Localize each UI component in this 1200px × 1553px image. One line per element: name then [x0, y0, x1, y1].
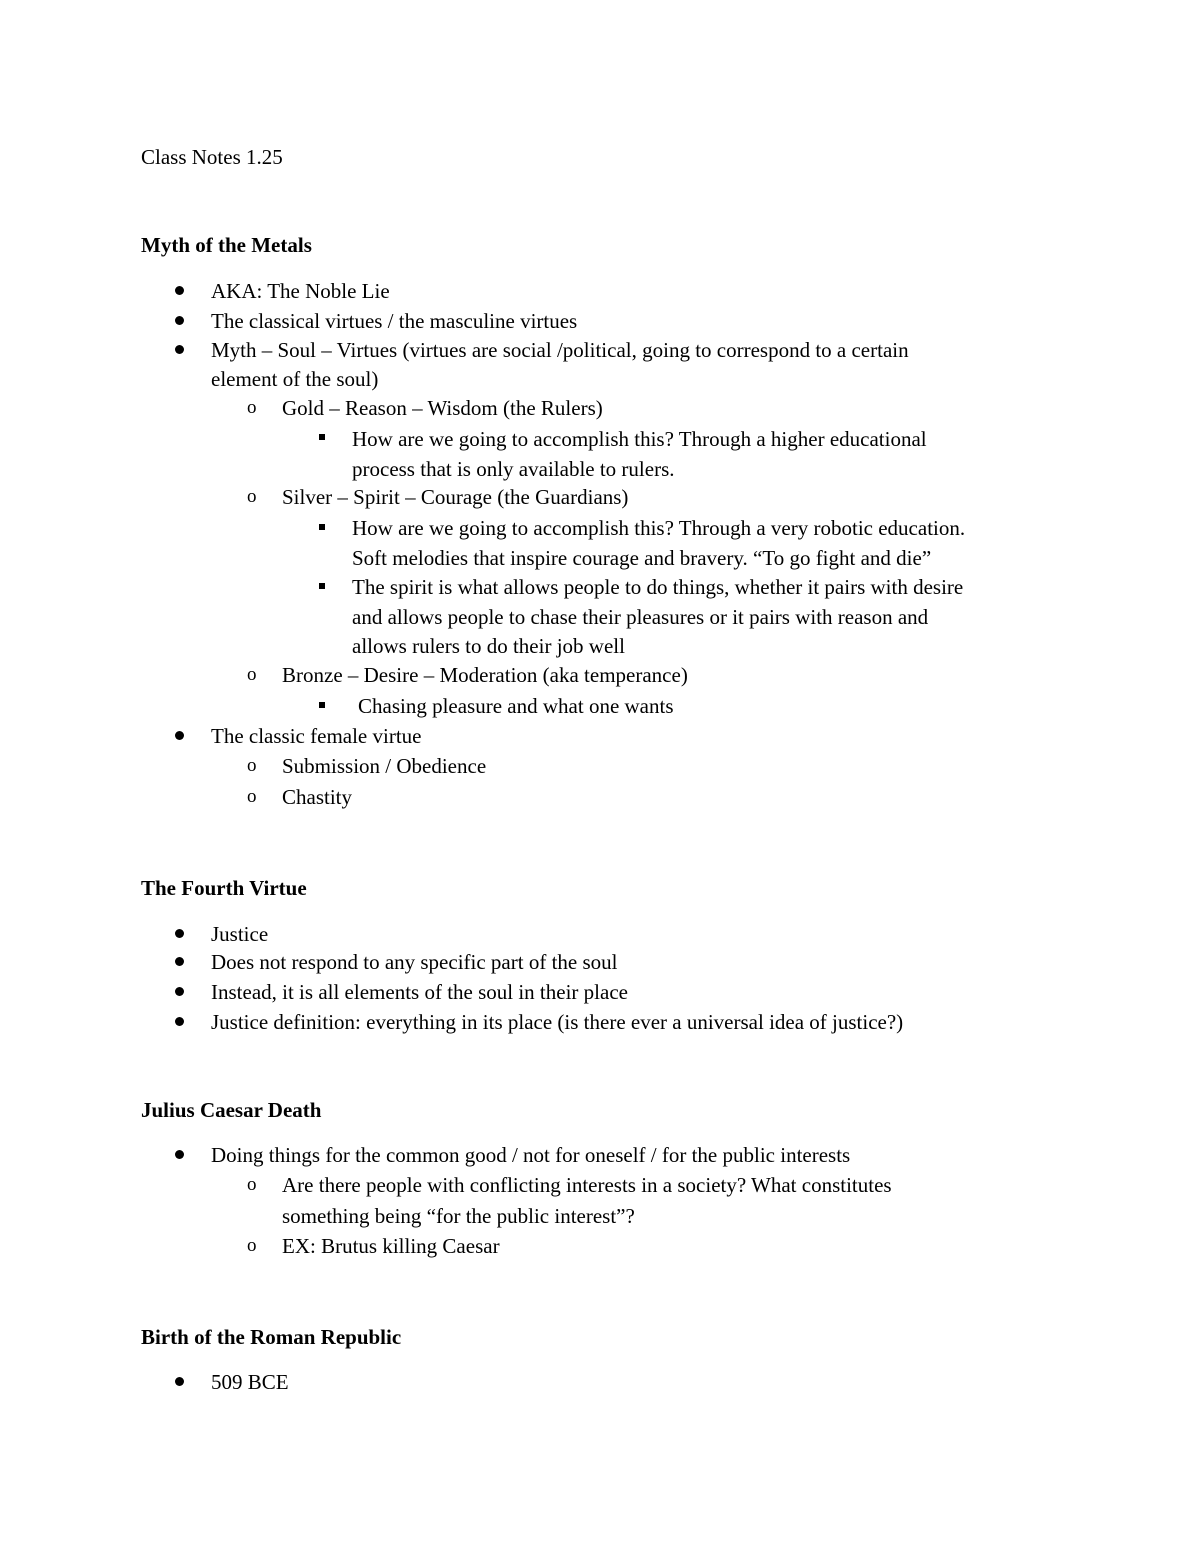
- sub-sub-list-item: Chasing pleasure and what one wants: [358, 694, 674, 718]
- sub-list-item: Are there people with conflicting interests in a society? What constitutes: [282, 1173, 892, 1197]
- bullet-icon: [175, 286, 184, 295]
- section-heading: Birth of the Roman Republic: [141, 1325, 402, 1349]
- sub-bullet-icon: o: [247, 1174, 257, 1195]
- square-bullet-icon: [319, 434, 325, 440]
- list-item: Myth – Soul – Virtues (virtues are social /political, going to correspond to a certain: [211, 338, 909, 362]
- sub-sub-list-item: The spirit is what allows people to do things, whether it pairs with desire: [352, 575, 964, 599]
- sub-sub-list-item: How are we going to accomplish this? Through a very robotic education.: [352, 516, 966, 540]
- sub-bullet-icon: o: [247, 486, 257, 507]
- square-bullet-icon: [319, 702, 325, 708]
- document-title: Class Notes 1.25: [141, 145, 283, 169]
- sub-list-item: Gold – Reason – Wisdom (the Rulers): [282, 396, 603, 420]
- list-item-continuation: and allows people to chase their pleasures or it pairs with reason and: [352, 605, 929, 629]
- sub-list-item: EX: Brutus killing Caesar: [282, 1234, 500, 1258]
- list-item-continuation: something being “for the public interest”?: [282, 1204, 635, 1228]
- list-item-continuation: allows rulers to do their job well: [352, 634, 625, 658]
- section-heading: Julius Caesar Death: [141, 1098, 322, 1122]
- list-item: Doing things for the common good / not for oneself / for the public interests: [211, 1143, 851, 1167]
- list-item-continuation: element of the soul): [211, 367, 379, 391]
- sub-list-item: Chastity: [282, 785, 353, 809]
- list-item-continuation: Soft melodies that inspire courage and bravery. “To go fight and die”: [352, 546, 932, 570]
- sub-list-item: Bronze – Desire – Moderation (aka temperance): [282, 663, 688, 687]
- bullet-icon: [175, 731, 184, 740]
- list-item: AKA: The Noble Lie: [211, 279, 390, 303]
- list-item-continuation: process that is only available to rulers.: [352, 457, 675, 481]
- list-item: Instead, it is all elements of the soul in their place: [211, 980, 628, 1004]
- list-item: The classical virtues / the masculine virtues: [211, 309, 578, 333]
- section-heading: Myth of the Metals: [141, 233, 312, 257]
- sub-list-item: Silver – Spirit – Courage (the Guardians): [282, 485, 629, 509]
- sub-list-item: Submission / Obedience: [282, 754, 487, 778]
- sub-bullet-icon: o: [247, 397, 257, 418]
- list-item: Justice definition: everything in its place (is there ever a universal idea of justice?): [211, 1010, 904, 1034]
- sub-bullet-icon: o: [247, 755, 257, 776]
- bullet-icon: [175, 1017, 184, 1026]
- square-bullet-icon: [319, 583, 325, 589]
- bullet-icon: [175, 345, 184, 354]
- list-item: Justice: [211, 922, 269, 946]
- bullet-icon: [175, 1150, 184, 1159]
- list-item: 509 BCE: [211, 1370, 289, 1394]
- bullet-icon: [175, 929, 184, 938]
- section-heading: The Fourth Virtue: [141, 876, 307, 900]
- sub-bullet-icon: o: [247, 1235, 257, 1256]
- list-item: Does not respond to any specific part of the soul: [211, 950, 618, 974]
- sub-bullet-icon: o: [247, 786, 257, 807]
- list-item: The classic female virtue: [211, 724, 422, 748]
- bullet-icon: [175, 1377, 184, 1386]
- bullet-icon: [175, 987, 184, 996]
- sub-bullet-icon: o: [247, 664, 257, 685]
- square-bullet-icon: [319, 524, 325, 530]
- sub-sub-list-item: How are we going to accomplish this? Through a higher educational: [352, 427, 927, 451]
- bullet-icon: [175, 316, 184, 325]
- bullet-icon: [175, 957, 184, 966]
